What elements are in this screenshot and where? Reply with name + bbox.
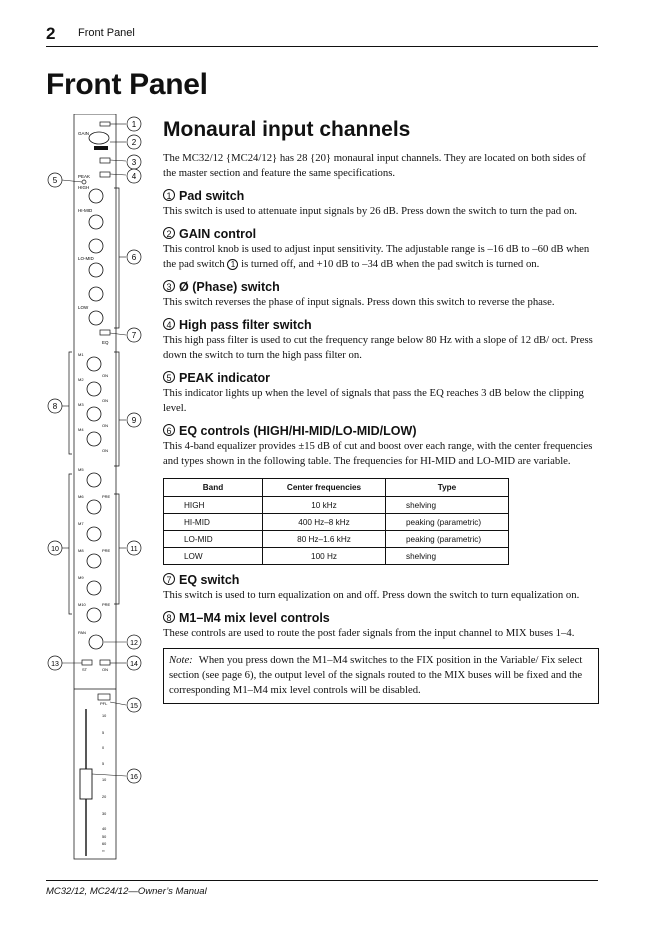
fader-scale-5a: 5 [102, 731, 105, 735]
m8-knob [87, 554, 101, 568]
high-knob [89, 189, 103, 203]
fader-scale-5b: 5 [102, 762, 105, 766]
on-label-5: ON [102, 667, 108, 672]
item-title: GAIN control [179, 227, 257, 241]
callout-3: 3 [131, 158, 137, 167]
low-label: LOW [78, 305, 89, 310]
pan-knob [89, 635, 103, 649]
footer-rule [46, 880, 598, 881]
m1-knob [87, 357, 101, 371]
pre-label-1: PRE [102, 494, 111, 499]
item-title: High pass filter switch [179, 318, 312, 332]
pan-label: PAN [78, 630, 86, 635]
m1-label: M1 [78, 352, 84, 357]
table-row [164, 514, 509, 531]
table-header-row [164, 479, 509, 497]
on-label-3: ON [102, 423, 108, 428]
item-title: EQ controls (HIGH/HI-MID/LO-MID/LOW) [179, 424, 417, 438]
callout-7: 7 [131, 331, 137, 340]
eq-switch [100, 330, 110, 335]
page-header [46, 24, 598, 46]
item-body: This switch is used to turn equalization on and off. Press down the switch to turn equalization on. [163, 589, 580, 601]
callout-16: 16 [130, 774, 138, 781]
table-header: Center frequencies [263, 479, 386, 497]
callout-13: 13 [51, 661, 59, 668]
inline-ref-pad-switch: 1 [227, 259, 238, 270]
section-title: Monaural input channels [163, 118, 411, 141]
phase-switch [100, 158, 110, 163]
m2-label: M2 [78, 377, 84, 382]
item-body [163, 242, 598, 272]
table-cell: peaking (parametric) [386, 531, 509, 548]
fader-knob [80, 769, 92, 799]
peak-label: PEAK [78, 174, 91, 179]
gain-label: GAIN [78, 131, 90, 136]
table-cell: peaking (parametric) [386, 514, 509, 531]
m2-knob [87, 382, 101, 396]
m8-label: M8 [78, 548, 84, 553]
table-cell: shelving [386, 548, 509, 565]
item-title: EQ switch [179, 573, 240, 587]
item-body-part-a: This control knob is used to adjust input sensitivity. The adjustable range is –16 dB to –60 dB when the pad switch [163, 243, 590, 270]
item-gain-control [163, 226, 598, 272]
note-box [163, 648, 599, 704]
section-intro: The MC32/12 {MC24/12} has 28 {20} monaural input channels. They are located on both sides of the master section and feature the same specifications. [163, 152, 586, 179]
item-phase-switch [163, 279, 598, 310]
table-cell: 400 Hz–8 kHz [263, 514, 386, 531]
hi-mid-freq-knob [89, 239, 103, 253]
item-number: 5 [163, 371, 175, 383]
on-label-2: ON [102, 398, 108, 403]
item-eq-switch [163, 572, 598, 603]
callout-11: 11 [130, 546, 138, 553]
fader-scale-10b: 10 [102, 778, 107, 782]
fader-scale-30: 30 [102, 812, 107, 816]
item-body: These controls are used to route the post fader signals from the input channel to MIX buses 1–4. [163, 627, 575, 639]
m10-knob [87, 608, 101, 622]
m10-label: M10 [78, 602, 86, 607]
m6-knob [87, 500, 101, 514]
item-title: Pad switch [179, 189, 245, 203]
note-text: When you press down the M1–M4 switches to the FIX position in the Variable/ Fix select section (see page 6), the output level of the signals routed to the MIX buses will be fixed and the corresponding M1–M4 mix level controls will be disabled. [169, 654, 583, 696]
item-title: Ø (Phase) switch [179, 280, 280, 294]
pre-label-3: PRE [102, 602, 111, 607]
fader-scale-60: 60 [102, 842, 107, 846]
item-number: 1 [163, 189, 175, 201]
m6-label: M6 [78, 494, 84, 499]
item-body: This 4-band equalizer provides ±15 dB of cut and boost over each range, with the center frequencies and types shown in the following table. The frequencies for HI-MID and LO-MID are variable. [163, 440, 593, 467]
m7-label: M7 [78, 521, 84, 526]
callout-10: 10 [51, 546, 59, 553]
low-knob [89, 311, 103, 325]
callout-8: 8 [52, 402, 58, 411]
table-header: Band [164, 479, 263, 497]
fader-scale-50: 50 [102, 835, 107, 839]
item-peak-indicator [163, 370, 598, 416]
item-title: PEAK indicator [179, 371, 270, 385]
item-number: 2 [163, 227, 175, 239]
hi-mid-label: HI-MID [78, 208, 93, 213]
table-row [164, 497, 509, 514]
item-body: This high pass filter is used to cut the frequency range below 80 Hz with a slope of 12 dB/ oct. Press down the switch to turn the high pass filter on. [163, 334, 593, 361]
m5-m10-bracket-left [69, 474, 72, 614]
pad-switch [100, 122, 110, 126]
m9-knob [87, 581, 101, 595]
fader-scale-10a: 10 [102, 714, 107, 718]
item-hpf-switch [163, 317, 598, 363]
peak-led [82, 180, 86, 184]
callout-5: 5 [52, 176, 58, 185]
gain-scale [94, 146, 108, 150]
m5-knob [87, 473, 101, 487]
callout-6: 6 [131, 253, 137, 262]
table-cell: LO-MID [164, 531, 263, 548]
callout-2: 2 [131, 138, 137, 147]
table-cell: 10 kHz [263, 497, 386, 514]
note-label: Note: [169, 654, 193, 666]
pfl-switch [98, 694, 110, 700]
lo-mid-freq-knob [89, 287, 103, 301]
callout-14: 14 [130, 661, 138, 668]
page-title: Front Panel [46, 68, 208, 101]
eq-table [163, 478, 509, 565]
st-label: ST [82, 667, 88, 672]
item-number: 8 [163, 611, 175, 623]
table-cell: shelving [386, 497, 509, 514]
item-body: This indicator lights up when the level of signals that pass the EQ reaches 3 dB below the clipping level. [163, 387, 584, 414]
header-rule [46, 46, 598, 47]
table-row [164, 531, 509, 548]
st-switch [82, 660, 92, 665]
item-eq-controls [163, 423, 598, 565]
m3-label: M3 [78, 402, 84, 407]
item-number: 6 [163, 424, 175, 436]
m5-label: M5 [78, 467, 84, 472]
on-label-4: ON [102, 448, 108, 453]
item-title: M1–M4 mix level controls [179, 611, 330, 625]
eq-label: EQ [102, 340, 109, 345]
item-pad-switch [163, 188, 598, 219]
item-number: 7 [163, 573, 175, 585]
table-cell: LOW [164, 548, 263, 565]
fader-scale-40: 40 [102, 827, 107, 831]
channel-strip-diagram [44, 114, 152, 862]
table-cell: 80 Hz–1.6 kHz [263, 531, 386, 548]
callout-4: 4 [131, 172, 137, 181]
m4-knob [87, 432, 101, 446]
table-header: Type [386, 479, 509, 497]
table-cell: 100 Hz [263, 548, 386, 565]
callout-9: 9 [131, 416, 137, 425]
m4-label: M4 [78, 427, 84, 432]
item-number: 4 [163, 318, 175, 330]
m1-m4-bracket-left [69, 352, 72, 454]
m7-knob [87, 527, 101, 541]
lo-mid-label: LO-MID [78, 256, 94, 261]
on-switch [100, 660, 110, 665]
fader-scale-inf: ∞ [102, 849, 105, 853]
pre-label-2: PRE [102, 548, 111, 553]
item-mix-level-controls [163, 610, 598, 641]
running-title: Front Panel [78, 27, 135, 39]
high-label: HIGH [78, 185, 90, 190]
hi-mid-gain-knob [89, 215, 103, 229]
m3-knob [87, 407, 101, 421]
callout-15: 15 [130, 703, 138, 710]
table-row [164, 548, 509, 565]
item-body: This switch is used to attenuate input signals by 26 dB. Press down the switch to turn the pad on. [163, 205, 578, 217]
content-column [163, 118, 598, 704]
item-body-part-b: is turned off, and +10 dB to –34 dB when the pad switch is turned on. [241, 258, 540, 270]
page-number: 2 [46, 24, 56, 43]
item-number: 3 [163, 280, 175, 292]
gain-knob [89, 132, 109, 144]
table-cell: HI-MID [164, 514, 263, 531]
page-footer: MC32/12, MC24/12—Owner’s Manual [46, 886, 207, 897]
hpf-switch [100, 172, 110, 177]
on-label-1: ON [102, 373, 108, 378]
fader-scale-0: 0 [102, 746, 105, 750]
item-body: This switch reverses the phase of input signals. Press down this switch to reverse the phase. [163, 296, 555, 308]
m9-label: M9 [78, 575, 84, 580]
pfl-label: PFL [100, 701, 108, 706]
lo-mid-gain-knob [89, 263, 103, 277]
callout-1: 1 [131, 120, 137, 129]
fader-scale-20: 20 [102, 795, 107, 799]
callout-12: 12 [130, 640, 138, 647]
table-cell: HIGH [164, 497, 263, 514]
